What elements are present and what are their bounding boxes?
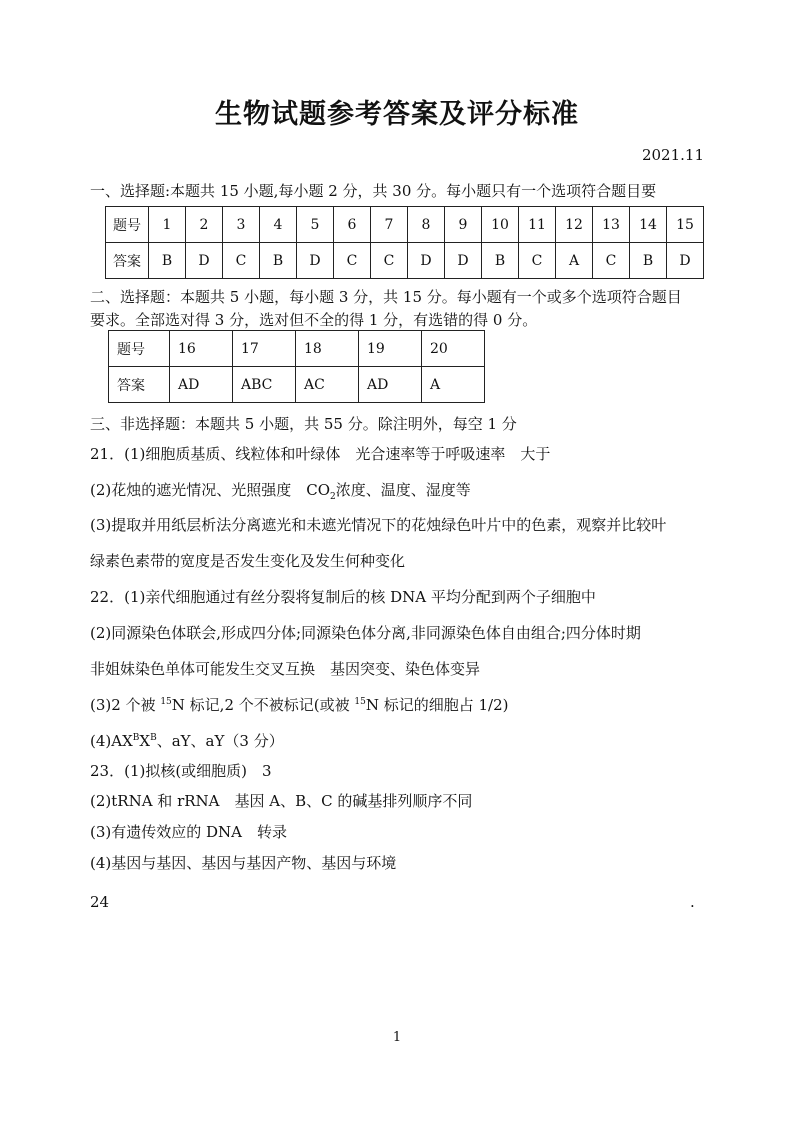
table-cell: 17 — [233, 331, 296, 367]
table-header-cell: 答案 — [109, 367, 170, 403]
table-cell: 2 — [186, 207, 223, 243]
table-cell: B — [260, 243, 297, 279]
table-row — [109, 331, 485, 367]
section2-heading-line2: 要求。全部选对得 3 分，选对但不全的得 1 分，有选错的得 0 分。 — [90, 311, 538, 329]
table-cell: 4 — [260, 207, 297, 243]
q23-line4: (4)基因与基因、基因与基因产物、基因与环境 — [90, 854, 397, 872]
table-cell: C — [519, 243, 556, 279]
table-row — [106, 243, 704, 279]
table-cell: 7 — [371, 207, 408, 243]
table-cell: C — [223, 243, 260, 279]
table-cell: B — [149, 243, 186, 279]
table-row — [106, 207, 704, 243]
page-number: 1 — [392, 1030, 402, 1045]
q22-line4: (3)2 个被 $^{15}$N 标记,2 个不被标记(或被 $^{15}$N 标记的细胞占 1/2) — [90, 696, 509, 714]
table-cell: D — [408, 243, 445, 279]
table-cell: 8 — [408, 207, 445, 243]
q23-line3: (3)有遗传效应的 DNA 转录 — [90, 823, 288, 841]
table-header-cell: 题号 — [106, 207, 149, 243]
table-cell: 18 — [296, 331, 359, 367]
table-cell: 16 — [170, 331, 233, 367]
table-header-cell: 答案 — [106, 243, 149, 279]
table-cell: C — [371, 243, 408, 279]
q21-line1: 21．(1)细胞质基质、线粒体和叶绿体 光合速率等于呼吸速率 大于 — [90, 445, 551, 463]
q21-line2: (2)花烛的遮光情况、光照强度 $CO_2$浓度、温度、湿度等 — [90, 481, 471, 502]
table-cell: 19 — [359, 331, 422, 367]
table-cell: D — [445, 243, 482, 279]
table-cell: AC — [296, 367, 359, 403]
table-cell: 3 — [223, 207, 260, 243]
table-cell: D — [186, 243, 223, 279]
section2-heading-line1: 二、选择题：本题共 5 小题，每小题 3 分，共 15 分。每小题有一个或多个选项符合题目 — [90, 288, 682, 306]
q21-line3: (3)提取并用纸层析法分离遮光和未遮光情况下的花烛绿色叶片中的色素，观察并比较叶 — [90, 516, 667, 534]
table-cell: 6 — [334, 207, 371, 243]
table-cell: A — [556, 243, 593, 279]
page-title: 生物试题参考答案及评分标准 — [215, 99, 579, 130]
q22-line1: 22．(1)亲代细胞通过有丝分裂将复制后的核 DNA 平均分配到两个子细胞中 — [90, 588, 596, 606]
table-cell: D — [297, 243, 334, 279]
q24-number: 24 — [90, 893, 110, 911]
q22-line2: (2)同源染色体联会,形成四分体;同源染色体分离,非同源染色体自由组合;四分体时期 — [90, 624, 641, 642]
table-cell: D — [667, 243, 704, 279]
q21-line4: 绿素色素带的宽度是否发生变化及发生何种变化 — [90, 552, 406, 570]
table-cell: 10 — [482, 207, 519, 243]
table-cell: B — [630, 243, 667, 279]
table-cell: 13 — [593, 207, 630, 243]
table-cell: 5 — [297, 207, 334, 243]
table-cell: ABC — [233, 367, 296, 403]
table-cell: 11 — [519, 207, 556, 243]
date: 2021.11 — [641, 146, 704, 164]
table-cell: C — [334, 243, 371, 279]
table-cell: 15 — [667, 207, 704, 243]
table-row — [109, 367, 485, 403]
q22-line5: $(4)AX^BX^B$、aY、aY（3 分） — [90, 732, 284, 750]
table-cell: C — [593, 243, 630, 279]
q23-line2: (2)tRNA 和 rRNA 基因 A、B、C 的碱基排列顺序不同 — [90, 792, 473, 810]
q22-line3: 非姐妹染色单体可能发生交叉互换 基因突变、染色体变异 — [90, 660, 481, 678]
q24-trailing-dot: . — [690, 893, 695, 911]
table-cell: 9 — [445, 207, 482, 243]
table-cell: 1 — [149, 207, 186, 243]
section1-heading: 一、选择题:本题共 15 小题,每小题 2 分，共 30 分。每小题只有一个选项符合题目要 — [90, 182, 657, 200]
table-cell: 14 — [630, 207, 667, 243]
table-cell: A — [422, 367, 485, 403]
table-cell: 20 — [422, 331, 485, 367]
section2-answer-table — [108, 330, 485, 403]
section1-answer-table — [105, 206, 704, 279]
section3-heading: 三、非选择题：本题共 5 小题，共 55 分。除注明外，每空 1 分 — [90, 415, 517, 433]
table-cell: B — [482, 243, 519, 279]
table-cell: AD — [170, 367, 233, 403]
table-cell: 12 — [556, 207, 593, 243]
table-cell: AD — [359, 367, 422, 403]
q23-line1: 23．(1)拟核(或细胞质) 3 — [90, 762, 272, 780]
table-header-cell: 题号 — [109, 331, 170, 367]
